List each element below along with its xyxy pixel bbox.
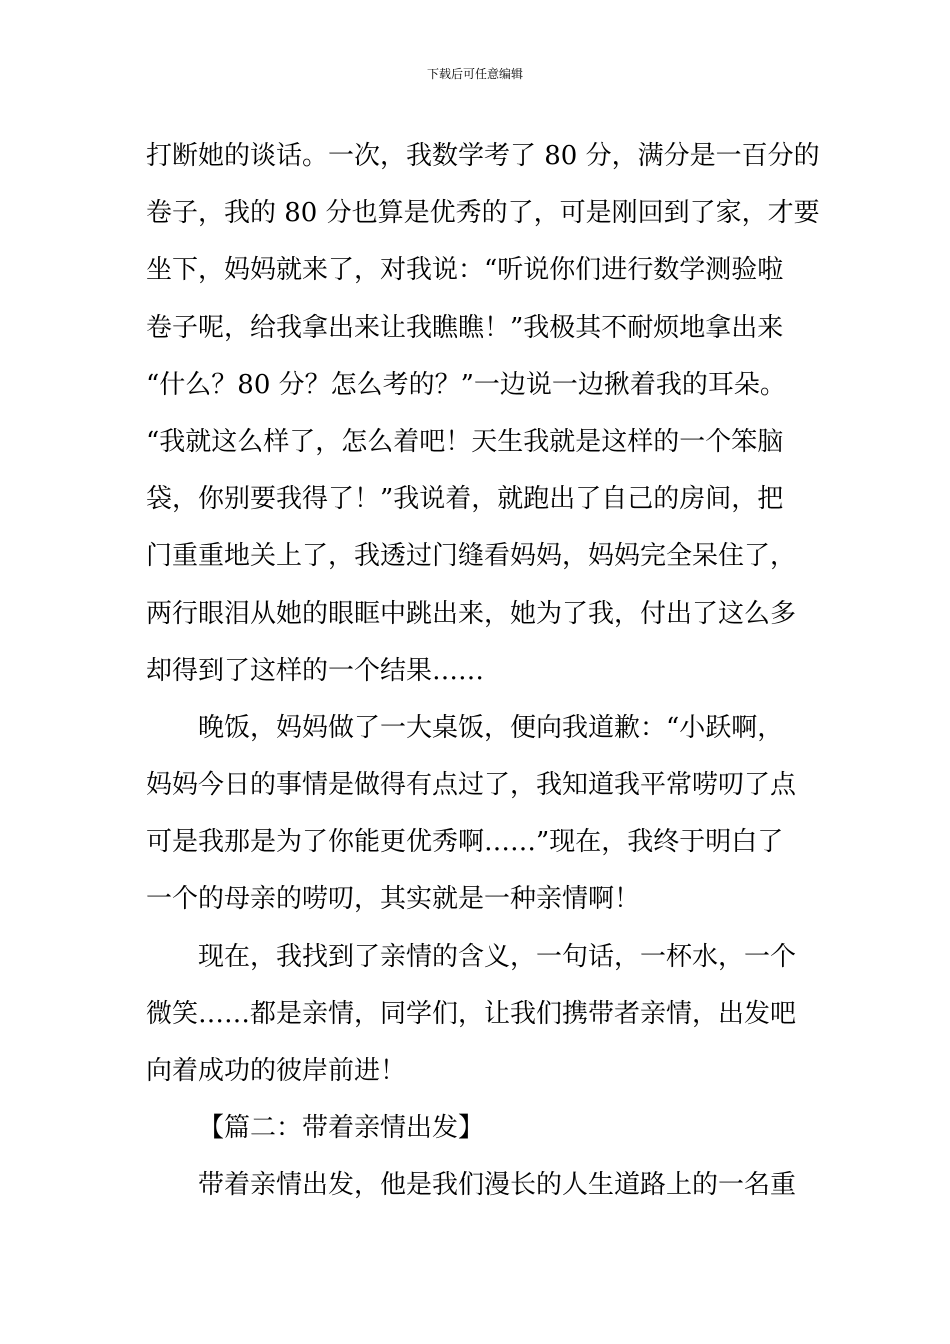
text-line: 可是我那是为了你能更优秀啊……”现在，我终于明白了 <box>146 827 784 858</box>
text-line: 袋，你别要我得了！”我说着，就跑出了自己的房间，把 <box>146 484 784 515</box>
text-line: 坐下，妈妈就来了，对我说：“听说你们进行数学测验啦 <box>146 255 784 286</box>
text-line: 两行眼泪从她的眼眶中跳出来，她为了我，付出了这么多 <box>146 598 797 629</box>
document-body <box>146 128 826 1215</box>
text-line: “什么？80 分？怎么考的？”一边说一边揪着我的耳朵。 <box>146 369 786 400</box>
text-line: 妈妈今日的事情是做得有点过了，我知道我平常唠叨了点 <box>146 770 797 801</box>
paragraph-start-line: 晚饭，妈妈做了一大桌饭，便向我道歉：“小跃啊， <box>198 712 784 743</box>
text-line: 微笑……都是亲情，同学们，让我们携带者亲情，出发吧 <box>146 998 797 1029</box>
paragraph-start-line: 现在，我找到了亲情的含义，一句话，一杯水，一个 <box>198 941 797 972</box>
text-line: 却得到了这样的一个结果…… <box>146 655 485 686</box>
paragraph-start-line: 带着亲情出发，他是我们漫长的人生道路上的一名重 <box>198 1170 797 1201</box>
text-line: 门重重地关上了，我透过门缝看妈妈，妈妈完全呆住了， <box>146 541 797 572</box>
text-line: “我就这么样了，怎么着吧！天生我就是这样的一个笨脑 <box>146 426 784 457</box>
page-header: 下载后可任意编辑 <box>426 67 523 81</box>
text-line: 一个的母亲的唠叨，其实就是一种亲情啊！ <box>146 884 641 915</box>
text-line: 向着成功的彼岸前进！ <box>146 1056 407 1086</box>
text-line: 打断她的谈话。一次，我数学考了 80 分，满分是一百分的 <box>146 141 820 171</box>
text-line: 卷子，我的 80 分也算是优秀的了，可是刚回到了家，才要 <box>146 198 820 229</box>
text-line: 卷子呢，给我拿出来让我瞧瞧！”我极其不耐烦地拿出来 <box>146 312 784 343</box>
section-heading: 【篇二：带着亲情出发】 <box>198 1113 485 1144</box>
